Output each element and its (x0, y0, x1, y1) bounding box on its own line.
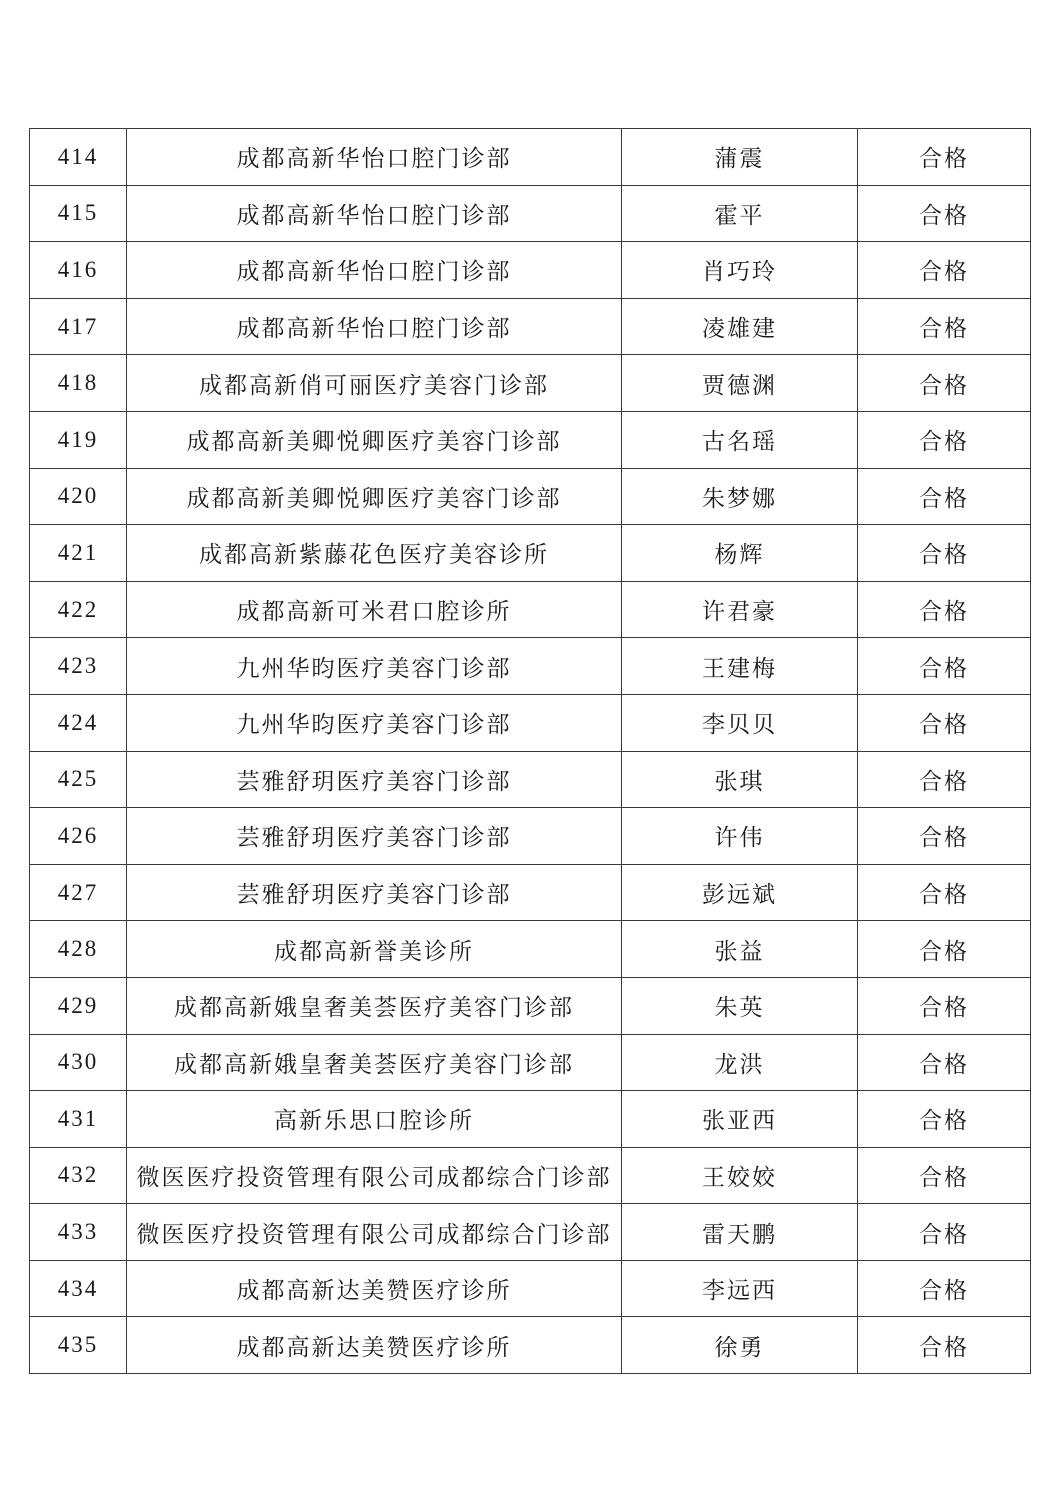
table-row (30, 808, 1031, 865)
table-row (30, 638, 1031, 695)
organization-cell: 成都高新美卿悦卿医疗美容门诊部 (127, 411, 622, 468)
row-number-cell: 428 (30, 921, 127, 978)
person-name-cell: 王建梅 (622, 638, 858, 695)
organization-cell: 成都高新誉美诊所 (127, 921, 622, 978)
result-cell: 合格 (858, 581, 1031, 638)
person-name-cell: 古名瑶 (622, 411, 858, 468)
organization-cell: 成都高新娥皇奢美荟医疗美容门诊部 (127, 977, 622, 1034)
table-row (30, 298, 1031, 355)
row-number-cell: 427 (30, 864, 127, 921)
organization-cell: 微医医疗投资管理有限公司成都综合门诊部 (127, 1147, 622, 1204)
table-row (30, 1091, 1031, 1148)
organization-cell: 成都高新美卿悦卿医疗美容门诊部 (127, 468, 622, 525)
organization-cell: 成都高新紫藤花色医疗美容诊所 (127, 525, 622, 582)
organization-cell: 成都高新俏可丽医疗美容门诊部 (127, 355, 622, 412)
person-name-cell: 雷天鹏 (622, 1204, 858, 1261)
table-row (30, 355, 1031, 412)
result-cell: 合格 (858, 694, 1031, 751)
organization-cell: 成都高新华怡口腔门诊部 (127, 242, 622, 299)
row-number-cell: 429 (30, 977, 127, 1034)
person-name-cell: 杨辉 (622, 525, 858, 582)
person-name-cell: 朱梦娜 (622, 468, 858, 525)
result-cell: 合格 (858, 638, 1031, 695)
row-number-cell: 434 (30, 1260, 127, 1317)
person-name-cell: 许君豪 (622, 581, 858, 638)
organization-cell: 成都高新可米君口腔诊所 (127, 581, 622, 638)
result-cell: 合格 (858, 525, 1031, 582)
organization-cell: 九州华昀医疗美容门诊部 (127, 694, 622, 751)
organization-cell: 微医医疗投资管理有限公司成都综合门诊部 (127, 1204, 622, 1261)
table-row (30, 1204, 1031, 1261)
organization-cell: 九州华昀医疗美容门诊部 (127, 638, 622, 695)
table-row (30, 1147, 1031, 1204)
person-name-cell: 李贝贝 (622, 694, 858, 751)
row-number-cell: 422 (30, 581, 127, 638)
result-cell: 合格 (858, 1034, 1031, 1091)
row-number-cell: 433 (30, 1204, 127, 1261)
table-row (30, 411, 1031, 468)
result-cell: 合格 (858, 298, 1031, 355)
row-number-cell: 425 (30, 751, 127, 808)
results-table-body (30, 129, 1031, 1374)
table-row (30, 525, 1031, 582)
row-number-cell: 421 (30, 525, 127, 582)
row-number-cell: 416 (30, 242, 127, 299)
result-cell: 合格 (858, 129, 1031, 186)
person-name-cell: 徐勇 (622, 1317, 858, 1374)
organization-cell: 成都高新华怡口腔门诊部 (127, 298, 622, 355)
result-cell: 合格 (858, 1204, 1031, 1261)
row-number-cell: 414 (30, 129, 127, 186)
table-row (30, 751, 1031, 808)
organization-cell: 成都高新达美赞医疗诊所 (127, 1317, 622, 1374)
row-number-cell: 419 (30, 411, 127, 468)
row-number-cell: 418 (30, 355, 127, 412)
table-row (30, 1034, 1031, 1091)
row-number-cell: 424 (30, 694, 127, 751)
result-cell: 合格 (858, 468, 1031, 525)
person-name-cell: 彭远斌 (622, 864, 858, 921)
table-row (30, 977, 1031, 1034)
table-row (30, 185, 1031, 242)
organization-cell: 芸雅舒玥医疗美容门诊部 (127, 751, 622, 808)
person-name-cell: 张益 (622, 921, 858, 978)
result-cell: 合格 (858, 864, 1031, 921)
result-cell: 合格 (858, 1260, 1031, 1317)
result-cell: 合格 (858, 1147, 1031, 1204)
result-cell: 合格 (858, 185, 1031, 242)
result-cell: 合格 (858, 977, 1031, 1034)
person-name-cell: 朱英 (622, 977, 858, 1034)
person-name-cell: 贾德渊 (622, 355, 858, 412)
organization-cell: 成都高新华怡口腔门诊部 (127, 185, 622, 242)
row-number-cell: 423 (30, 638, 127, 695)
result-cell: 合格 (858, 355, 1031, 412)
person-name-cell: 肖巧玲 (622, 242, 858, 299)
person-name-cell: 龙洪 (622, 1034, 858, 1091)
result-cell: 合格 (858, 921, 1031, 978)
row-number-cell: 420 (30, 468, 127, 525)
row-number-cell: 417 (30, 298, 127, 355)
table-row (30, 1260, 1031, 1317)
table-row (30, 242, 1031, 299)
person-name-cell: 李远西 (622, 1260, 858, 1317)
organization-cell: 高新乐思口腔诊所 (127, 1091, 622, 1148)
row-number-cell: 415 (30, 185, 127, 242)
table-row (30, 1317, 1031, 1374)
person-name-cell: 霍平 (622, 185, 858, 242)
organization-cell: 芸雅舒玥医疗美容门诊部 (127, 808, 622, 865)
person-name-cell: 许伟 (622, 808, 858, 865)
person-name-cell: 张亚西 (622, 1091, 858, 1148)
person-name-cell: 张琪 (622, 751, 858, 808)
person-name-cell: 蒲震 (622, 129, 858, 186)
person-name-cell: 凌雄建 (622, 298, 858, 355)
organization-cell: 芸雅舒玥医疗美容门诊部 (127, 864, 622, 921)
table-row (30, 694, 1031, 751)
table-row (30, 468, 1031, 525)
table-row (30, 581, 1031, 638)
results-table (29, 128, 1031, 1374)
result-cell: 合格 (858, 411, 1031, 468)
result-cell: 合格 (858, 1091, 1031, 1148)
result-cell: 合格 (858, 808, 1031, 865)
row-number-cell: 431 (30, 1091, 127, 1148)
row-number-cell: 426 (30, 808, 127, 865)
result-cell: 合格 (858, 751, 1031, 808)
organization-cell: 成都高新娥皇奢美荟医疗美容门诊部 (127, 1034, 622, 1091)
organization-cell: 成都高新达美赞医疗诊所 (127, 1260, 622, 1317)
row-number-cell: 432 (30, 1147, 127, 1204)
result-cell: 合格 (858, 242, 1031, 299)
person-name-cell: 王姣姣 (622, 1147, 858, 1204)
table-row (30, 864, 1031, 921)
organization-cell: 成都高新华怡口腔门诊部 (127, 129, 622, 186)
row-number-cell: 435 (30, 1317, 127, 1374)
result-cell: 合格 (858, 1317, 1031, 1374)
row-number-cell: 430 (30, 1034, 127, 1091)
table-row (30, 921, 1031, 978)
table-row (30, 129, 1031, 186)
